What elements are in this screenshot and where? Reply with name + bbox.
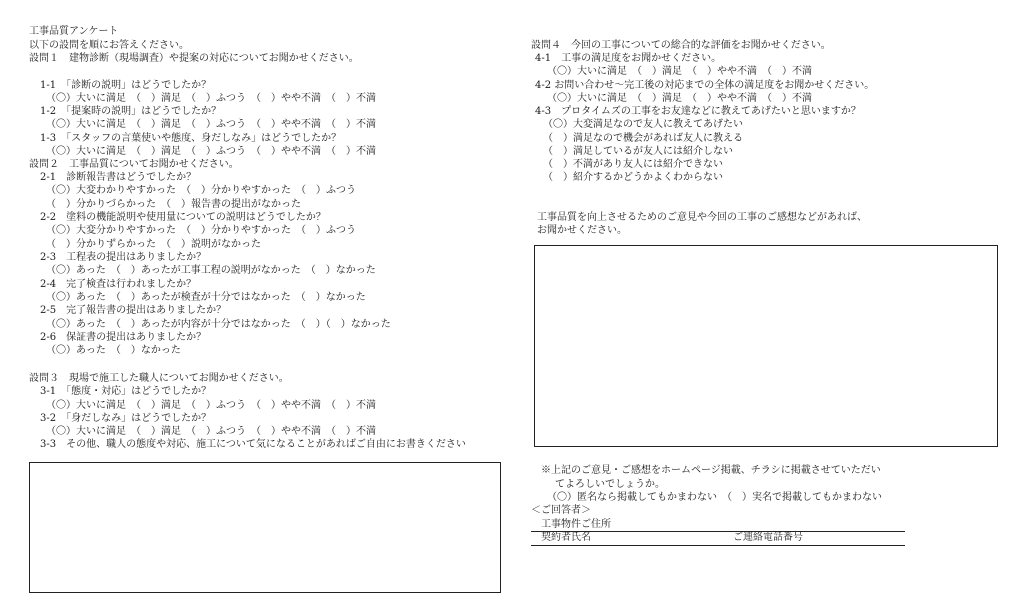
q2-3-question: 2-3 工程表の提出はありましたか？: [40, 252, 207, 263]
q3-1-options[interactable]: （〇）大いに満足 （ ）満足 （ ）ふつう （ ）やや不満 （ ）不満: [46, 400, 376, 411]
survey-title: 工事品質アンケート: [29, 26, 119, 37]
q2-5-question: 2-5 完了報告書の提出はありましたか？: [40, 305, 227, 316]
q2-1-options-b[interactable]: （ ）分かりづらかった （ ）報告書の提出がなかった: [46, 199, 301, 210]
q2-1-question: 2-1 診断報告書はどうでしたか？: [40, 172, 197, 183]
q4-3-question: 4-3 プロタイムズの工事をお友達などに教えてあげたいと思いますか？: [535, 106, 861, 117]
address-field-label: 工事物件ご住所: [541, 519, 611, 530]
publish-options[interactable]: （〇）匿名なら掲載してもかまわない （ ）実名で掲載してもかまわない: [547, 492, 882, 503]
q4-3-option[interactable]: （ ）満足なので機会があれば友人に教える: [543, 133, 743, 144]
q2-1-options-a[interactable]: （〇）大変わかりやすかった （ ）分かりやすかった （ ）ふつう: [46, 185, 356, 196]
q2-3-options[interactable]: （〇）あった （ ）あったが工事工程の説明がなかった （ ）なかった: [46, 265, 376, 276]
q2-2-options-b[interactable]: （ ）分かりずらかった （ ）説明がなかった: [46, 239, 261, 250]
q2-4-question: 2-4 完了検査は行われましたか？: [40, 279, 197, 290]
q4-2-question: 4-2 お問い合わせ～完工後の対応までの全体の満足度をお聞かせください。: [535, 80, 875, 91]
q2-2-question: 2-2 塗料の機能説明や使用量についての説明はどうでしたか？: [40, 212, 326, 223]
comments-free-text-box[interactable]: [534, 245, 998, 447]
publish-note-line2: てよろしいでしょうか。: [555, 479, 665, 490]
q1-1-options[interactable]: （〇）大いに満足 （ ）満足 （ ）ふつう （ ）やや不満 （ ）不満: [46, 93, 376, 104]
q3-3-question: 3-3 その他、職人の態度や対応、施工について気になることがあればご自由にお書きください: [40, 439, 466, 450]
q1-2-options[interactable]: （〇）大いに満足 （ ）満足 （ ）ふつう （ ）やや不満 （ ）不満: [46, 119, 376, 130]
q3-heading: 設問３ 現場で施工した職人についてお聞かせください。: [29, 373, 289, 384]
respondent-label: ＜ご回答者＞: [531, 505, 591, 516]
q4-heading: 設問４ 今回の工事についての総合的な評価をお聞かせください。: [531, 40, 831, 51]
q3-2-question: 3-2 「身だしなみ」はどうでしたか？: [40, 413, 212, 424]
q1-3-options[interactable]: （〇）大いに満足 （ ）満足 （ ）ふつう （ ）やや不満 （ ）不満: [46, 146, 376, 157]
q2-5-options[interactable]: （〇）あった （ ）あったが内容が十分ではなかった （ ）（ ）なかった: [46, 319, 391, 330]
phone-number-label: ご連絡電話番号: [733, 532, 803, 543]
q2-6-options[interactable]: （〇）あった （ ）なかった: [46, 345, 181, 356]
comments-prompt-line2: お聞かせください。: [537, 225, 627, 236]
q2-2-options-a[interactable]: （〇）大変分かりやすかった （ ）分かりやすかった （ ）ふつう: [46, 225, 356, 236]
q1-3-question: 1-3 「スタッフの言葉使いや態度、身だしなみ」はどうでしたか？: [40, 133, 342, 144]
q2-heading: 設問２ 工事品質についてお聞かせください。: [29, 159, 239, 170]
q3-1-question: 3-1 「態度・対応」はどうでしたか？: [40, 386, 212, 397]
q3-3-free-text-box[interactable]: [29, 462, 501, 593]
q4-1-options[interactable]: （〇）大いに満足 （ ）満足 （ ）やや不満 （ ）不満: [547, 66, 812, 77]
contractor-name-label: 契約者氏名: [541, 532, 591, 543]
name-phone-underline[interactable]: [531, 545, 905, 546]
q4-2-options[interactable]: （〇）大いに満足 （ ）満足 （ ）やや不満 （ ）不満: [547, 93, 812, 104]
q4-3-option[interactable]: （ ）不満があり友人には紹介できない: [543, 159, 723, 170]
q1-2-question: 1-2 「提案時の説明」はどうでしたか？: [40, 106, 222, 117]
comments-prompt-line1: 工事品質を向上させるためのご意見や今回の工事のご感想などがあれば、: [537, 212, 867, 223]
q1-heading: 設問１ 建物診断（現場調査）や提案の対応についてお聞かせください。: [29, 53, 359, 64]
q4-3-option[interactable]: （ ）紹介するかどうかよくわからない: [543, 172, 723, 183]
q4-3-option[interactable]: （〇）大変満足なので友人に教えてあげたい: [543, 119, 743, 130]
q1-1-question: 1-1 「診断の説明」はどうでしたか？: [40, 80, 212, 91]
intro-text: 以下の設問を順にお答えください。: [29, 40, 189, 51]
q4-3-option[interactable]: （ ）満足しているが友人には紹介しない: [543, 146, 733, 157]
publish-note-line1: ※上記のご意見・ご感想をホームページ掲載、チラシに掲載させていただい: [541, 465, 881, 476]
q2-4-options[interactable]: （〇）あった （ ）あったが検査が十分ではなかった （ ）なかった: [46, 292, 366, 303]
q3-2-options[interactable]: （〇）大いに満足 （ ）満足 （ ）ふつう （ ）やや不満 （ ）不満: [46, 426, 376, 437]
q2-6-question: 2-6 保証書の提出はありましたか？: [40, 332, 207, 343]
q4-1-question: 4-1 工事の満足度をお聞かせください。: [535, 53, 722, 64]
